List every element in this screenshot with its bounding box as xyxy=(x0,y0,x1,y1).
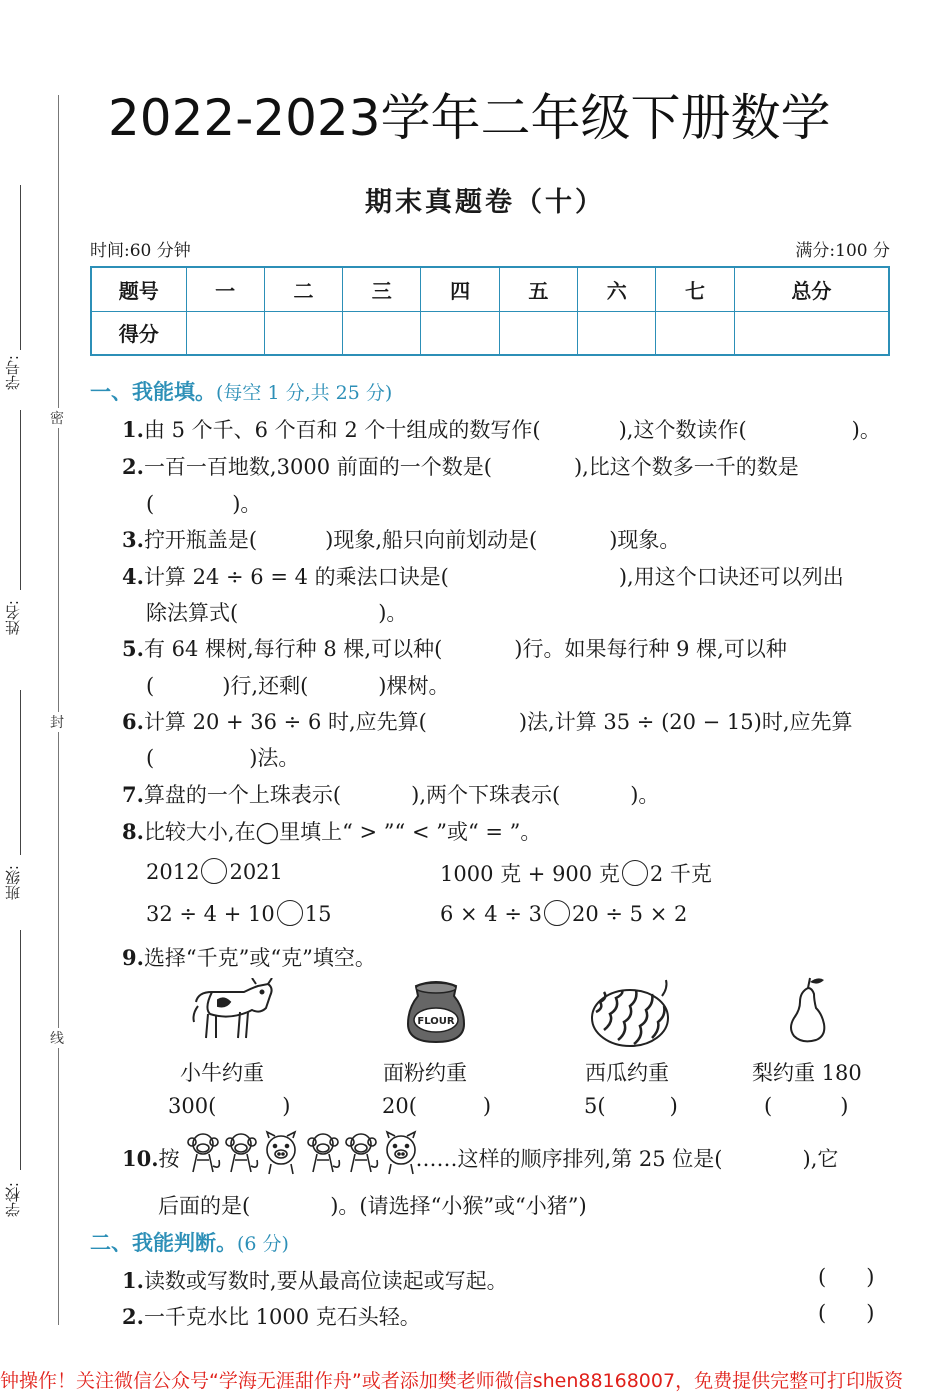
question-text: )现象。 xyxy=(609,528,681,552)
answer-suffix: ) xyxy=(282,1094,291,1118)
answer-prefix: ( xyxy=(764,1094,773,1118)
compare-right: 15 xyxy=(304,902,332,926)
name-field[interactable] xyxy=(2,600,26,635)
question-text: 一百一百地数,3000 前面的一个数是( xyxy=(143,455,492,479)
question-text: 选择“千克”或“克”填空。 xyxy=(143,946,376,970)
pig-icon xyxy=(267,1132,295,1174)
question-text: 算盘的一个上珠表示( xyxy=(143,783,342,807)
question-text: ),这个数读作( xyxy=(618,418,747,442)
question-text: )行,还剩( xyxy=(222,674,309,698)
seal-char-mi: 密 xyxy=(48,408,66,428)
monkey-icon xyxy=(188,1134,219,1172)
seal-char-xian: 线 xyxy=(48,1028,66,1048)
name-line xyxy=(20,410,21,590)
score-header-cell: 二 xyxy=(264,267,342,311)
score-cell[interactable] xyxy=(499,311,577,355)
compare-left: 2012 xyxy=(146,860,200,884)
question-1-8 xyxy=(122,816,541,846)
question-text: )法。 xyxy=(249,746,300,770)
question-number: 3. xyxy=(122,527,144,552)
question-text: 后面的是( xyxy=(158,1194,251,1218)
compare-right: 2 千克 xyxy=(649,862,712,886)
score-table-score-row xyxy=(91,311,889,355)
score-header-cell: 四 xyxy=(421,267,499,311)
full-score: 满分:100 分 xyxy=(795,241,890,261)
score-cell[interactable] xyxy=(343,311,421,355)
answer-prefix: ( xyxy=(818,1301,827,1325)
question-text: ),两个下珠表示( xyxy=(411,783,561,807)
compare-circle[interactable] xyxy=(277,900,303,926)
student-id-label: 学号: xyxy=(4,355,22,391)
school-field[interactable] xyxy=(2,1182,26,1217)
calf-icon xyxy=(188,978,278,1044)
question-1-1 xyxy=(122,414,881,444)
question-1-10-cont xyxy=(158,1190,587,1220)
question-text: 一千克水比 1000 克石头轻。 xyxy=(143,1305,421,1329)
question-text: 有 64 棵树,每行种 8 棵,可以种( xyxy=(143,637,443,661)
question-text: )。 xyxy=(232,492,262,516)
section1-heading xyxy=(90,376,392,406)
judge-answer-2[interactable] xyxy=(818,1301,874,1325)
school-line xyxy=(20,930,21,1170)
answer-suffix: ) xyxy=(669,1094,678,1118)
question-1-6-cont xyxy=(146,742,299,772)
question-text: )棵树。 xyxy=(378,674,450,698)
monkey-icon xyxy=(308,1134,339,1172)
question-text: )。 xyxy=(630,783,660,807)
answer-prefix: ( xyxy=(818,1265,827,1289)
judge-answer-1[interactable] xyxy=(818,1265,874,1289)
class-line xyxy=(20,690,21,855)
watermelon-caption: 西瓜约重 xyxy=(585,1061,669,1085)
answer-prefix: 20( xyxy=(382,1094,417,1118)
page-title: 2022-2023学年二年级下册数学 xyxy=(108,89,831,147)
flour-bag-icon xyxy=(402,978,470,1044)
judge-question-1 xyxy=(122,1265,508,1295)
question-text: ),用这个口诀还可以列出 xyxy=(618,565,844,589)
score-header-cell: 五 xyxy=(499,267,577,311)
score-table-header-row xyxy=(91,267,889,311)
question-text: )。(请选择“小猴”或“小猪”) xyxy=(330,1194,587,1218)
flour-label: FLOUR xyxy=(417,1016,455,1027)
question-text: ( xyxy=(146,492,155,516)
question-text: )。 xyxy=(851,418,881,442)
section2-note: (6 分) xyxy=(237,1233,289,1255)
seal-char-feng: 封 xyxy=(48,712,66,732)
question-1-4-cont xyxy=(146,597,407,627)
student-id-field[interactable] xyxy=(2,355,26,390)
question-text: 拧开瓶盖是( xyxy=(143,528,258,552)
score-header-cell: 七 xyxy=(656,267,734,311)
question-number: 2. xyxy=(122,1304,144,1329)
question-text: 计算 20 + 36 ÷ 6 时,应先算( xyxy=(143,710,427,734)
question-1-7 xyxy=(122,779,659,809)
answer-suffix: ) xyxy=(482,1094,492,1118)
question-1-5-cont xyxy=(146,670,449,700)
question-1-4 xyxy=(122,561,844,591)
binding-line xyxy=(58,95,59,1325)
answer-suffix: ) xyxy=(866,1301,875,1325)
score-header-cell: 三 xyxy=(343,267,421,311)
score-cell[interactable] xyxy=(578,311,656,355)
question-1-3 xyxy=(122,524,680,554)
answer-prefix: 300( xyxy=(168,1094,217,1118)
class-label: 班级: xyxy=(4,865,22,901)
question-1-2-cont xyxy=(146,488,261,518)
monkey-icon xyxy=(346,1134,377,1172)
compare-item xyxy=(440,900,687,926)
question-text: 读数或写数时,要从最高位读起或写起。 xyxy=(143,1269,508,1293)
question-text: 除法算式( xyxy=(146,601,239,625)
question-number: 5. xyxy=(122,636,144,661)
compare-right: 20 ÷ 5 × 2 xyxy=(571,902,688,926)
name-label: 姓名: xyxy=(4,600,22,636)
question-number: 1. xyxy=(122,417,144,442)
score-header-cell: 题号 xyxy=(91,267,186,311)
question-number: 7. xyxy=(122,782,144,807)
judge-question-2 xyxy=(122,1301,421,1331)
flour-caption: 面粉约重 xyxy=(383,1061,467,1085)
class-field[interactable] xyxy=(2,865,26,900)
animal-sequence-icons xyxy=(183,1130,421,1176)
compare-right: 2021 xyxy=(229,860,283,884)
pig-icon xyxy=(387,1132,415,1174)
section1-title: 一、我能填。 xyxy=(90,380,216,404)
question-text: 比较大小,在◯里填上“ > ”“ < ”或“ = ”。 xyxy=(143,820,542,844)
promo-footer: 钟操作！关注微信公众号“学海无涯甜作舟”或者添加樊老师微信shen88168007，免费提供完整可打印版资 xyxy=(0,1370,904,1392)
pear-caption: 梨约重 180 xyxy=(752,1061,862,1085)
calf-caption: 小牛约重 xyxy=(180,1061,264,1085)
section2-title: 二、我能判断。 xyxy=(90,1231,237,1255)
question-text: )行。如果每行种 9 棵,可以种 xyxy=(514,637,787,661)
compare-left: 6 × 4 ÷ 3 xyxy=(440,902,542,926)
score-row-label: 得分 xyxy=(91,311,186,355)
answer-suffix: ) xyxy=(866,1265,875,1289)
compare-left: 32 ÷ 4 + 10 xyxy=(146,902,275,926)
question-text: ( xyxy=(146,674,155,698)
compare-item xyxy=(440,858,712,888)
calf-answer xyxy=(168,1094,290,1118)
watermelon-icon xyxy=(590,978,678,1048)
question-number: 6. xyxy=(122,709,144,734)
score-cell[interactable] xyxy=(186,311,264,355)
question-text: ),比这个数多一千的数是 xyxy=(573,455,799,479)
answer-suffix: ) xyxy=(840,1094,849,1118)
pear-answer xyxy=(764,1094,848,1118)
school-label: 学校: xyxy=(4,1182,22,1218)
answer-prefix: 5( xyxy=(584,1094,606,1118)
compare-left: 1000 克 + 900 克 xyxy=(440,862,620,886)
question-number: 9. xyxy=(122,945,144,970)
question-number: 2. xyxy=(122,454,144,479)
score-cell[interactable] xyxy=(656,311,734,355)
question-text: 按 xyxy=(158,1147,180,1171)
question-text: 计算 24 ÷ 6 = 4 的乘法口诀是( xyxy=(143,565,449,589)
compare-circle[interactable] xyxy=(201,858,227,884)
page-subtitle: 期末真题卷（十） xyxy=(365,187,605,218)
question-1-6 xyxy=(122,706,853,736)
section1-note: (每空 1 分,共 25 分) xyxy=(216,382,393,404)
compare-item xyxy=(146,900,331,926)
score-header-cell: 总分 xyxy=(734,267,889,311)
score-header-cell: 六 xyxy=(578,267,656,311)
compare-item xyxy=(146,858,283,884)
question-1-2 xyxy=(122,451,799,481)
score-cell[interactable] xyxy=(264,311,342,355)
question-text: )。 xyxy=(378,601,408,625)
question-text: 由 5 个千、6 个百和 2 个十组成的数写作( xyxy=(143,418,541,442)
compare-circle[interactable] xyxy=(544,900,570,926)
pear-icon xyxy=(786,974,830,1044)
score-table xyxy=(90,266,890,356)
score-cell[interactable] xyxy=(734,311,889,355)
question-number: 4. xyxy=(122,564,144,589)
question-text: ……这样的顺序排列,第 25 位是( xyxy=(415,1147,723,1171)
exam-time: 时间:60 分钟 xyxy=(90,241,191,261)
monkey-icon xyxy=(226,1134,257,1172)
section2-heading xyxy=(90,1227,289,1257)
question-number: 8. xyxy=(122,819,144,844)
question-text: )现象,船只向前划动是( xyxy=(325,528,538,552)
question-number: 1. xyxy=(122,1268,144,1293)
question-text: )法,计算 35 ÷ (20 − 15)时,应先算 xyxy=(518,710,853,734)
score-header-cell: 一 xyxy=(186,267,264,311)
question-text: ( xyxy=(146,746,155,770)
question-1-5 xyxy=(122,633,787,663)
flour-answer xyxy=(382,1094,491,1118)
question-text: ),它 xyxy=(802,1147,839,1171)
question-1-9 xyxy=(122,942,376,972)
watermelon-answer xyxy=(584,1094,678,1118)
question-number: 10. xyxy=(122,1146,159,1171)
compare-circle[interactable] xyxy=(622,860,648,886)
score-cell[interactable] xyxy=(421,311,499,355)
